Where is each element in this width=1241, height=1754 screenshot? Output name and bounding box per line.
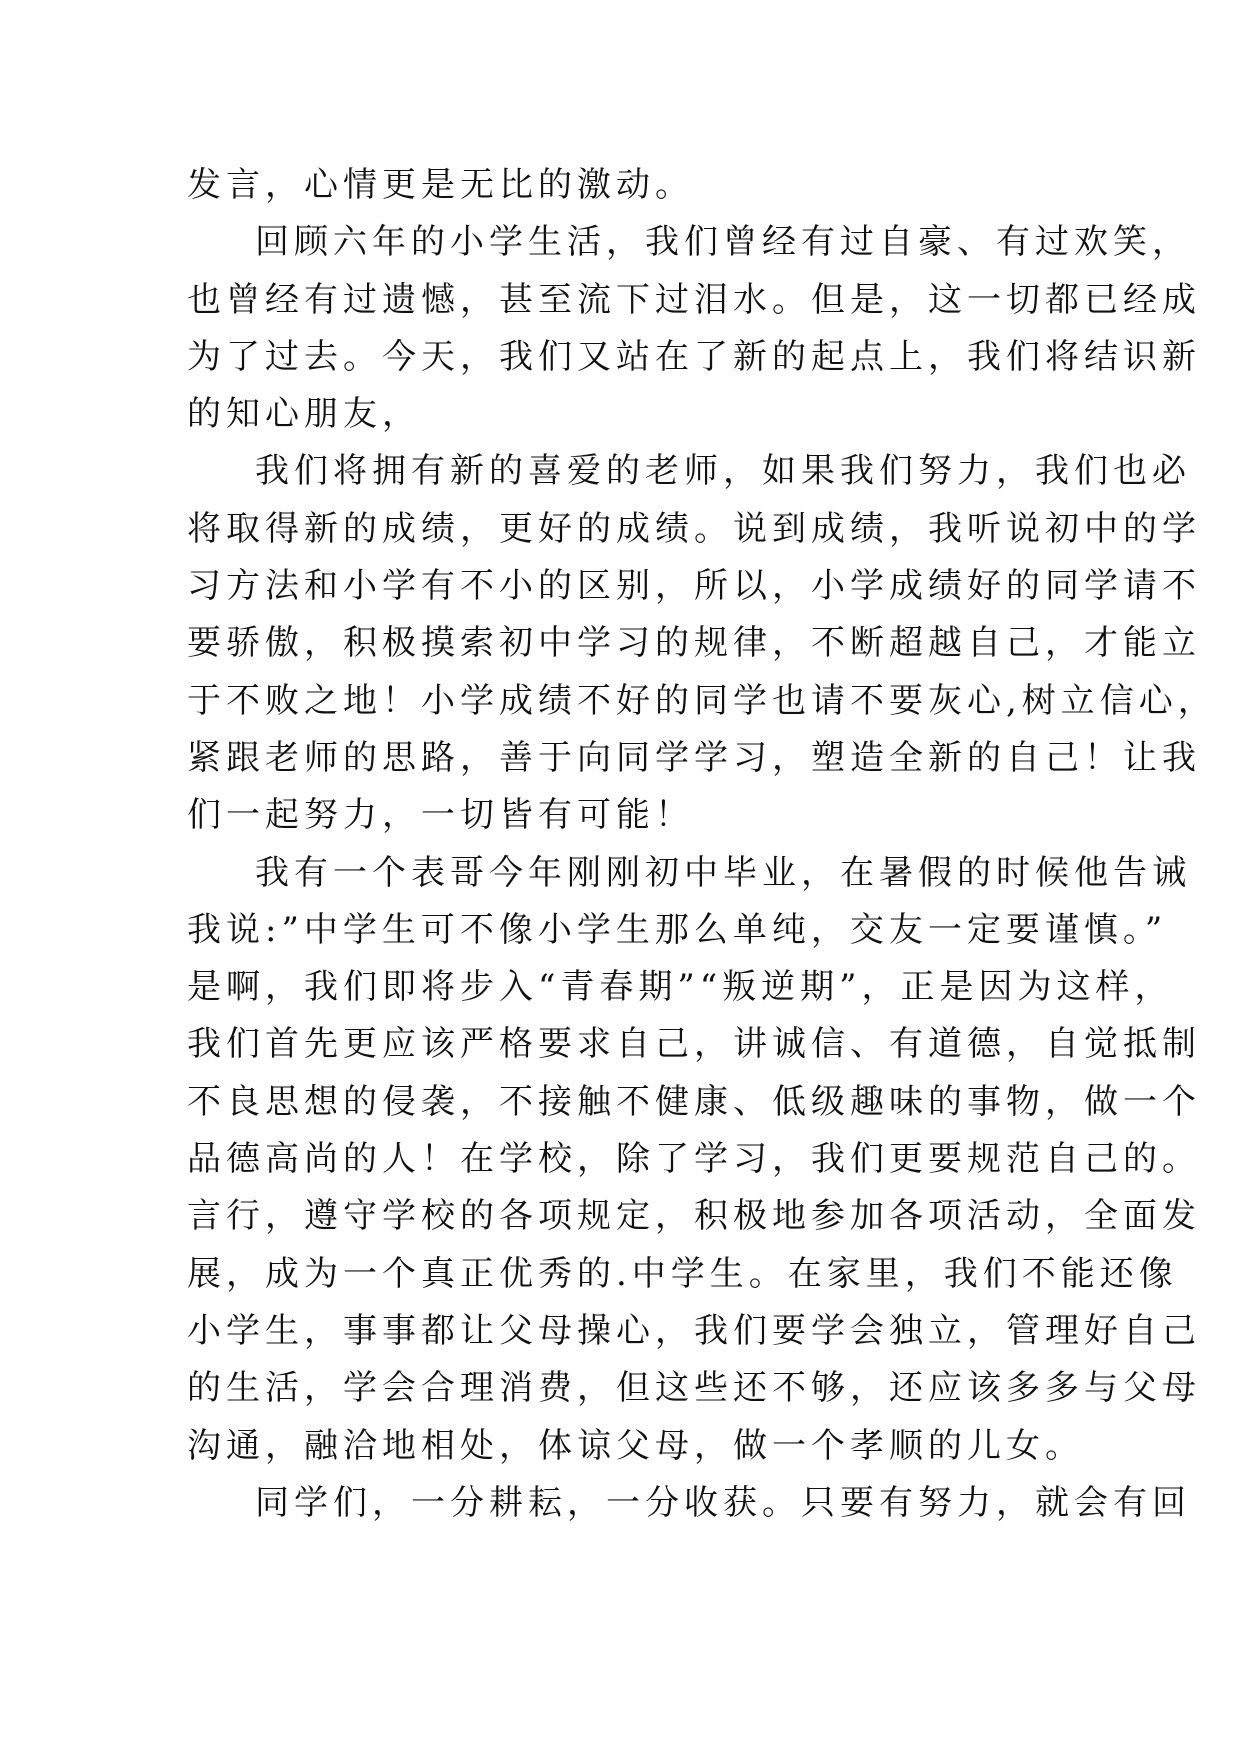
body-text (187, 157, 1217, 1532)
text-line: 将取得新的成绩，更好的成绩。说到成绩，我听说初中的学 (187, 508, 1201, 549)
text-line: 品德高尚的人！在学校，除了学习，我们更要规范自己的。 (187, 1139, 1201, 1180)
text-line: 要骄傲，积极摸索初中学习的规律，不断超越自己，才能立 (187, 623, 1201, 664)
text-line: 发言，心情更是无比的激动。 (187, 165, 694, 205)
text-line: 习方法和小学有不小的区别，所以，小学成绩好的同学请不 (187, 566, 1201, 607)
text-line: 是啊，我们即将步入“青春期”“叛逆期”，正是因为这样， (187, 967, 1174, 1008)
text-line: 我们首先更应该严格要求自己，讲诚信、有道德，自觉抵制 (187, 1024, 1201, 1065)
text-line: 小学生，事事都让父母操心，我们要学会独立，管理好自己 (187, 1310, 1201, 1351)
text-line: 为了过去。今天，我们又站在了新的起点上，我们将结识新 (187, 336, 1201, 377)
text-line: 不良思想的侵袭，不接触不健康、低级趣味的事物，做一个 (187, 1081, 1201, 1122)
paragraph-first-line: 我有一个表哥今年刚刚初中毕业，在暑假的时候他告诫 (255, 852, 1191, 893)
text-line: 也曾经有过遗憾，甚至流下过泪水。但是，这一切都已经成 (187, 279, 1201, 320)
text-line: 我说:”中学生可不像小学生那么单纯，交友一定要谨慎。” (187, 909, 1168, 950)
text-line: 于不败之地！小学成绩不好的同学也请不要灰心,树立信心， (187, 680, 1217, 721)
paragraph-first-line: 我们将拥有新的喜爱的老师，如果我们努力，我们也必 (255, 451, 1191, 492)
paragraph-first-line: 回顾六年的小学生活，我们曾经有过自豪、有过欢笑， (255, 222, 1191, 263)
text-line: 沟通，融洽地相处，体谅父母，做一个孝顺的儿女。 (187, 1425, 1084, 1466)
paragraph-first-line: 同学们，一分耕耘，一分收获。只要有努力，就会有回 (255, 1482, 1191, 1523)
text-line: 们一起努力，一切皆有可能！ (187, 795, 694, 836)
text-line: 的知心朋友， (187, 394, 421, 435)
text-line: 的生活，学会合理消费，但这些还不够，还应该多多与父母 (187, 1368, 1201, 1409)
text-line: 言行，遵守学校的各项规定，积极地参加各项活动，全面发 (187, 1196, 1201, 1237)
text-line: 紧跟老师的思路，善于向同学学习，塑造全新的自己！让我 (187, 737, 1201, 778)
text-line: 展，成为一个真正优秀的.中学生。在家里，我们不能还像 (187, 1253, 1178, 1294)
